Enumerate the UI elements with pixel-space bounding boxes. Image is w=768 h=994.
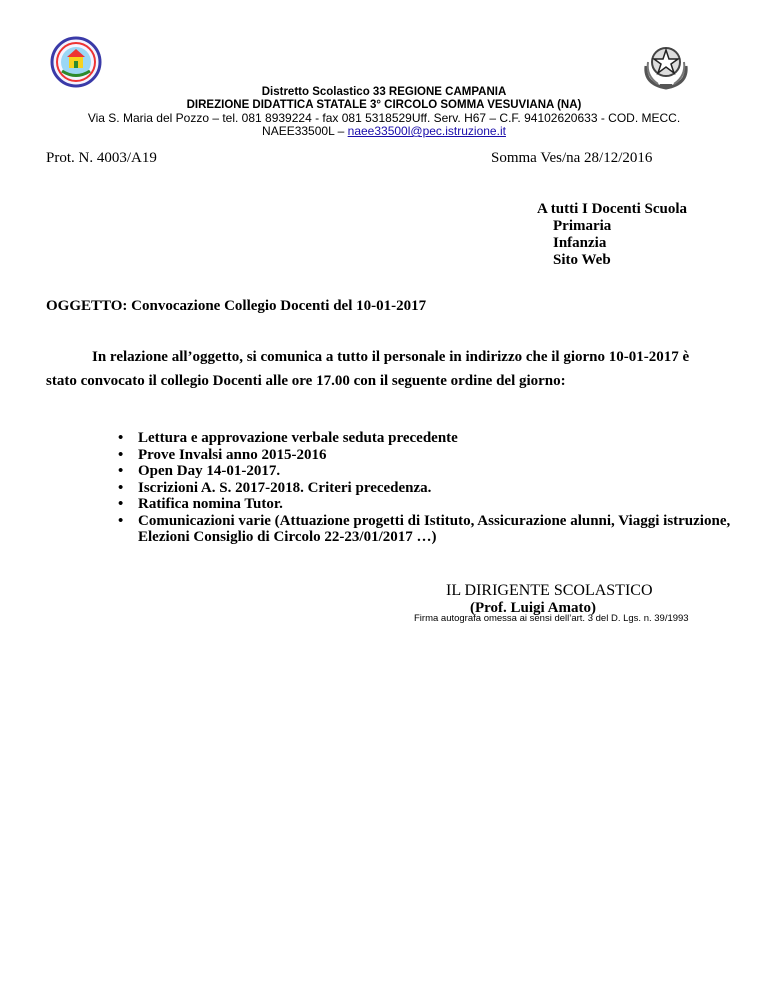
signature-block [446, 582, 653, 617]
protocol-number: Prot. N. 4003/A19 [46, 150, 157, 166]
bullet-icon: • [118, 463, 124, 479]
body-line: stato convocato il collegio Docenti alle ore 17.00 con il seguente ordine del giorno: [46, 373, 566, 389]
document-date: Somma Ves/na 28/12/2016 [491, 150, 653, 166]
agenda-item-text: Open Day 14-01-2017. [138, 463, 281, 479]
agenda-item-text: Lettura e approvazione verbale seduta precedente [138, 430, 458, 446]
recipient-item: Primaria [553, 218, 612, 234]
recipients-heading: A tutti I Docenti Scuola [537, 201, 687, 217]
signature-title: IL DIRIGENTE SCOLASTICO [446, 582, 653, 599]
header-code-email [0, 125, 768, 138]
letterhead [0, 86, 768, 138]
italian-republic-emblem [640, 36, 692, 92]
bullet-icon: • [118, 430, 124, 446]
recipient-item: Sito Web [553, 252, 611, 268]
agenda-item [118, 430, 738, 447]
signature-note: Firma autografa omessa ai sensi dell’art. 3 del D. Lgs. n. 39/1993 [414, 613, 689, 624]
agenda-item-text: Comunicazioni varie (Attuazione progetti di Istituto, Assicurazione alunni, Viaggi istruzione, Elezioni Consiglio di Circolo 22-23/01/2017 …) [138, 512, 731, 545]
signature-name: (Prof. Luigi Amato) [470, 600, 596, 616]
recipients-block [537, 201, 687, 269]
agenda-item [118, 480, 738, 497]
bullet-icon: • [118, 496, 124, 512]
header-school-name: DIREZIONE DIDATTICA STATALE 3° CIRCOLO SOMMA VESUVIANA (NA) [186, 99, 582, 111]
email-link[interactable]: naee33500l@pec.istruzione.it [347, 124, 506, 138]
agenda-item-text: Prove Invalsi anno 2015-2016 [138, 446, 327, 463]
subject-line: OGGETTO: Convocazione Collegio Docenti del 10-01-2017 [46, 298, 427, 314]
header-address: Via S. Maria del Pozzo – tel. 081 8939224 - fax 081 5318529Uff. Serv. H67 – C.F. 94102620633 - COD. MECC. [87, 111, 681, 125]
agenda-item [118, 513, 738, 546]
recipient-item: Infanzia [553, 235, 607, 251]
header-district: Distretto Scolastico 33 REGIONE CAMPANIA [261, 86, 507, 98]
agenda-item [118, 496, 738, 513]
body-paragraph [46, 345, 736, 393]
bullet-icon: • [118, 446, 124, 463]
header-code: NAEE33500L – [262, 124, 348, 138]
agenda-item [118, 447, 738, 464]
school-logo [50, 36, 102, 88]
bullet-icon: • [118, 512, 124, 529]
body-line: In relazione all’oggetto, si comunica a tutto il personale in indirizzo che il giorno 10-01-2017 è [92, 349, 690, 365]
agenda-item [118, 463, 738, 480]
bullet-icon: • [118, 479, 124, 496]
agenda-item-text: Ratifica nomina Tutor. [138, 496, 283, 512]
agenda-item-text: Iscrizioni A. S. 2017-2018. Criteri precedenza. [138, 479, 432, 496]
agenda-list [118, 430, 738, 546]
